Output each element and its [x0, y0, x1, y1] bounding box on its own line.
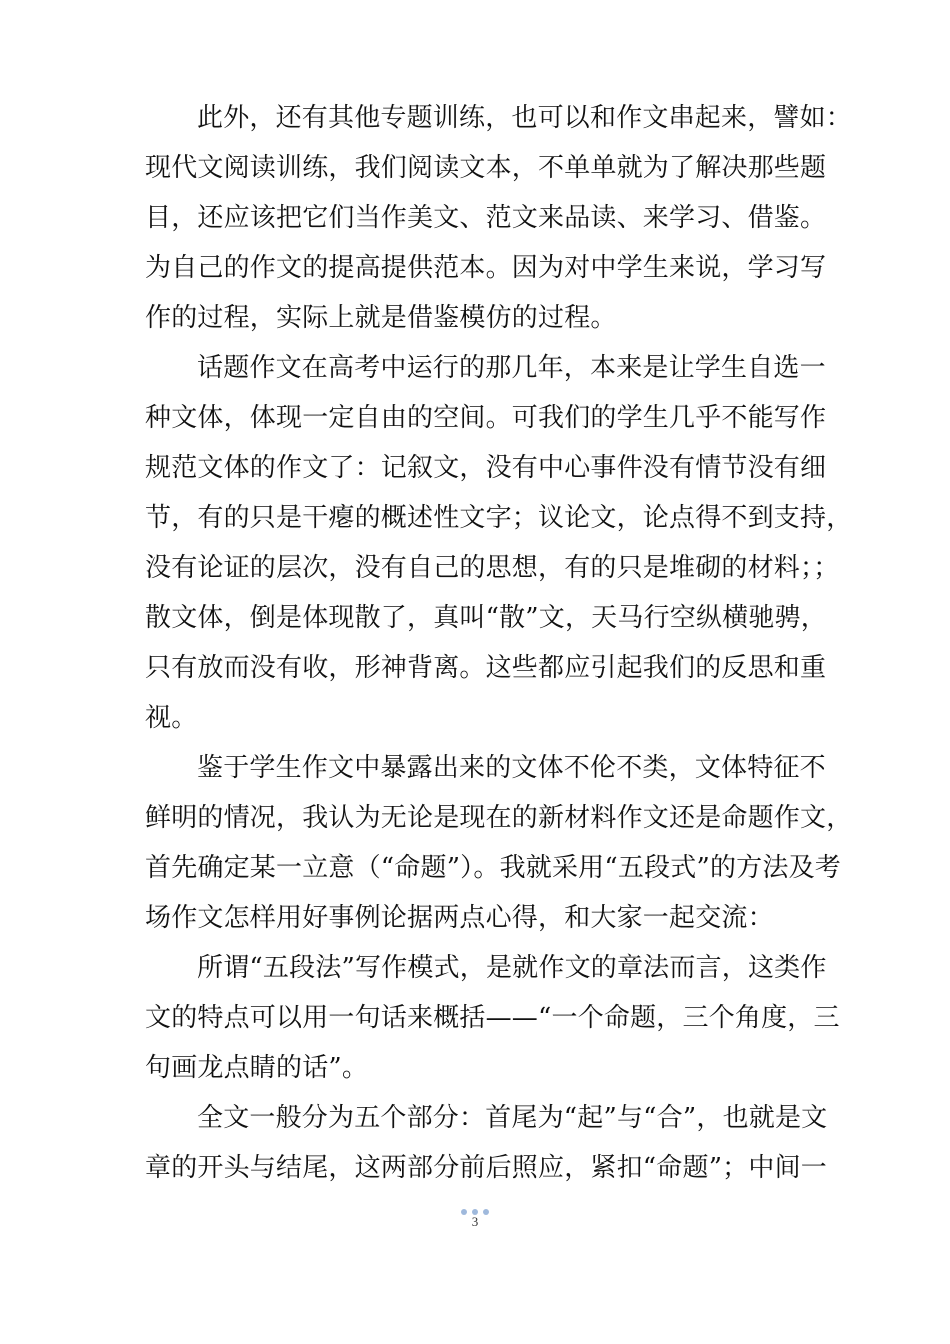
paragraph-line: 句画龙点睛的话”。 [145, 1053, 369, 1083]
paragraph-line: 规范文体的作文了：记叙文，没有中心事件没有情节没有细 [145, 453, 827, 483]
paragraph-line: 没有论证的层次，没有自己的思想，有的只是堆砌的材料；； [145, 553, 840, 583]
paragraph-line: 散文体，倒是体现散了，真叫“散”文，天马行空纵横驰骋， [145, 603, 827, 633]
paragraph-line: 话题作文在高考中运行的那几年，本来是让学生自选一 [197, 353, 826, 383]
paragraph-line: 种文体，体现一定自由的空间。可我们的学生几乎不能写作 [145, 403, 827, 433]
paragraph-line: 首先确定某一立意（“命题”）。我就采用“五段式”的方法及考 [145, 853, 841, 883]
paragraph-line: 视。 [145, 703, 198, 733]
page-footer-dots [0, 1200, 950, 1212]
page-number: 3 [471, 1214, 479, 1229]
paragraph-line: 章的开头与结尾，这两部分前后照应，紧扣“命题”；中间一 [145, 1153, 827, 1183]
paragraph-line: 场作文怎样用好事例论据两点心得，和大家一起交流： [145, 903, 774, 933]
paragraph-line: 所谓“五段法”写作模式，是就作文的章法而言，这类作 [197, 953, 827, 983]
paragraph-line: 鉴于学生作文中暴露出来的文体不伦不类，文体特征不 [197, 753, 826, 783]
paragraph-line: 节，有的只是干瘪的概述性文字；议论文，论点得不到支持， [145, 503, 853, 533]
document-body [145, 93, 853, 1193]
paragraph-line: 现代文阅读训练，我们阅读文本，不单单就为了解决那些题 [145, 153, 827, 183]
paragraph-line: 此外，还有其他专题训练，也可以和作文串起来，譬如： [197, 103, 853, 133]
paragraph-line: 目，还应该把它们当作美文、范文来品读、来学习、借鉴。 [145, 203, 827, 233]
paragraph-line: 为自己的作文的提高提供范本。因为对中学生来说，学习写 [145, 253, 827, 283]
paragraph-line: 全文一般分为五个部分：首尾为“起”与“合”，也就是文 [197, 1103, 828, 1133]
paragraph-line: 只有放而没有收，形神背离。这些都应引起我们的反思和重 [145, 653, 827, 683]
paragraph-line: 文的特点可以用一句话来概括——“一个命题，三个角度，三 [145, 1003, 840, 1033]
paragraph-line: 鲜明的情况，我认为无论是现在的新材料作文还是命题作文， [145, 803, 853, 833]
paragraph-line: 作的过程，实际上就是借鉴模仿的过程。 [145, 303, 617, 333]
